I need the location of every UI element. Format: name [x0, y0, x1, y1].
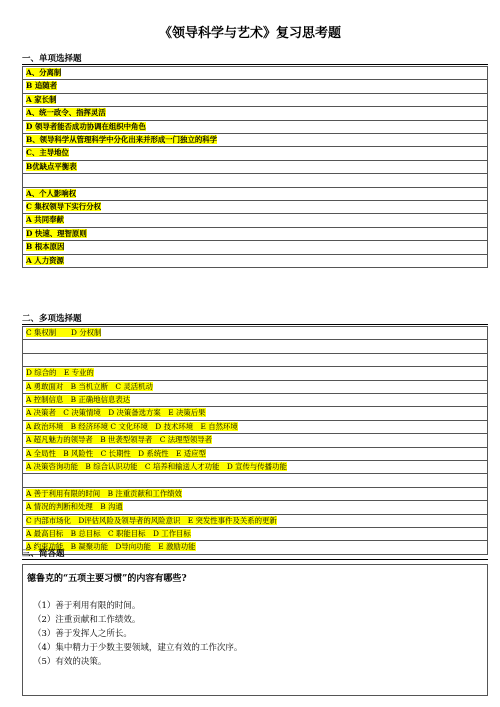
- question-row: [23, 201, 488, 214]
- document-title: 《领导科学与艺术》复习思考题: [158, 26, 341, 41]
- answer-highlight: A 人力资源: [26, 255, 64, 265]
- question-cell: [23, 407, 488, 420]
- answer-item: （5）有效的决策。: [33, 657, 107, 667]
- question-cell: [23, 474, 488, 487]
- question-cell: [23, 174, 488, 187]
- question-row: [23, 528, 488, 541]
- question-cell: [23, 241, 488, 254]
- question-cell: [23, 107, 488, 120]
- answer-highlight: B 追随者: [26, 81, 57, 91]
- answer-highlight: A 约束功能 B 凝聚功能 D导向功能 E 激励功能: [26, 542, 196, 552]
- short-answer-box: [22, 564, 488, 696]
- answer-highlight: B优缺点平衡表: [26, 161, 77, 171]
- answer-highlight: A 政治环境 B 经济环境 C 文化环境 D 技术环境 E 自然环境: [26, 421, 238, 431]
- answer-highlight: A 超凡魅力的领导者 B 世袭型领导者 C 法理型领导者: [26, 435, 213, 445]
- section2-rule: [22, 324, 488, 325]
- question-row: [23, 160, 488, 173]
- short-answer-question: 德鲁克的“五项主要习惯”的内容有哪些?: [27, 574, 187, 584]
- question-cell: [23, 380, 488, 393]
- answer-highlight: B、领导科学从管理科学中分化出来并形成一门独立的科学: [26, 135, 218, 145]
- question-row: [23, 241, 488, 254]
- question-row: [23, 394, 488, 407]
- answer-highlight: A、分离制: [26, 68, 62, 77]
- question-row: [23, 174, 488, 187]
- section3-rule: [22, 559, 488, 560]
- section2-rows: [23, 327, 488, 555]
- answer-item: （2）注重贡献和工作绩效。: [33, 615, 141, 625]
- section1-table: [22, 66, 488, 268]
- section3-heading: 三、简答题: [22, 549, 65, 559]
- question-cell: [23, 134, 488, 147]
- answer-highlight: C 内部市场化 D评估风险及领导者的风险意识 E 突发性事件及关系的更新: [26, 515, 277, 525]
- answer-highlight: A 家长制: [26, 94, 57, 104]
- answer-highlight: A 决策者 C 决策情境 D 决策备选方案 E 决策后果: [26, 408, 206, 418]
- question-cell: [23, 227, 488, 240]
- question-cell: [23, 93, 488, 106]
- question-cell: [23, 214, 488, 227]
- question-cell: [23, 187, 488, 200]
- answer-highlight: C 集权制 D 分权制: [26, 328, 102, 337]
- question-row: [23, 380, 488, 393]
- answer-highlight: A 最高目标 B 总目标 C 职能目标 D 工作目标: [26, 529, 191, 539]
- question-cell: [23, 340, 488, 353]
- question-cell: [23, 67, 488, 80]
- answer-highlight: A 善于利用有限的时间 B 注重贡献和工作绩效: [26, 488, 182, 498]
- answer-highlight: C 集权领导下实行分权: [26, 202, 101, 212]
- section2-heading: 二、多项选择题: [22, 314, 82, 324]
- question-row: [23, 474, 488, 487]
- question-cell: [23, 120, 488, 133]
- question-cell: [23, 327, 488, 340]
- answer-item: （4）集中精力于少数主要领域，建立有效的工作次序。: [33, 643, 243, 653]
- question-row: [23, 134, 488, 147]
- question-row: [23, 541, 488, 554]
- question-cell: [23, 160, 488, 173]
- question-cell: [23, 434, 488, 447]
- question-cell: [23, 254, 488, 267]
- answer-highlight: A 情况的判断和处理 B 沟通: [26, 502, 123, 512]
- section2-table: [22, 326, 488, 555]
- question-cell: [23, 394, 488, 407]
- answer-highlight: A 控制信息 B 正确地信息表达: [26, 395, 131, 404]
- answer-highlight: A 勇敢面对 B 当机立断 C 灵活机动: [26, 381, 153, 391]
- answer-highlight: A 全局性 B 风险性 C 长期性 D 系统性 E 适应型: [26, 448, 206, 458]
- question-cell: [23, 447, 488, 460]
- answer-highlight: A、个人影响权: [26, 188, 77, 198]
- section1-rows: [23, 67, 488, 268]
- answer-highlight: C、主导地位: [26, 148, 69, 158]
- answer-highlight: B 根本原因: [26, 242, 65, 252]
- question-row: [23, 120, 488, 133]
- question-row: [23, 340, 488, 353]
- question-cell: [23, 353, 488, 366]
- answer-highlight: A、统一政令、指挥灵活: [26, 108, 106, 118]
- question-row: [23, 107, 488, 120]
- question-row: [23, 227, 488, 240]
- question-row: [23, 407, 488, 420]
- answer-item: （1）善于利用有限的时间。: [33, 601, 141, 611]
- question-row: [23, 367, 488, 380]
- question-row: [23, 214, 488, 227]
- answer-highlight: D 领导者能否成功协调在组织中角色: [26, 121, 146, 131]
- answer-highlight: D 综合的 E 专业的: [26, 368, 94, 378]
- question-row: [23, 254, 488, 267]
- question-row: [23, 514, 488, 527]
- question-row: [23, 353, 488, 366]
- question-row: [23, 447, 488, 460]
- question-cell: [23, 201, 488, 214]
- question-cell: [23, 461, 488, 474]
- question-cell: [23, 541, 488, 554]
- question-row: [23, 461, 488, 474]
- question-cell: [23, 80, 488, 93]
- question-row: [23, 327, 488, 340]
- question-row: [23, 67, 488, 80]
- answer-highlight: A 共同奉献: [26, 215, 64, 225]
- question-row: [23, 187, 488, 200]
- question-cell: [23, 501, 488, 514]
- answer-highlight: D 快速、理智原则: [26, 228, 87, 238]
- answer-highlight: A 决策咨询功能 B 综合认识功能 C 培养和输送人才功能 D 宣传与传播功能: [26, 462, 287, 472]
- question-row: [23, 487, 488, 500]
- question-row: [23, 420, 488, 433]
- question-row: [23, 147, 488, 160]
- section1-heading: 一、单项选择题: [22, 54, 82, 64]
- question-cell: [23, 420, 488, 433]
- question-cell: [23, 487, 488, 500]
- question-row: [23, 501, 488, 514]
- question-row: [23, 80, 488, 93]
- question-cell: [23, 514, 488, 527]
- answer-item: （3）善于发挥人之所长。: [33, 629, 132, 639]
- question-cell: [23, 367, 488, 380]
- section1-rule: [22, 64, 488, 65]
- question-row: [23, 434, 488, 447]
- question-cell: [23, 528, 488, 541]
- question-row: [23, 93, 488, 106]
- question-cell: [23, 147, 488, 160]
